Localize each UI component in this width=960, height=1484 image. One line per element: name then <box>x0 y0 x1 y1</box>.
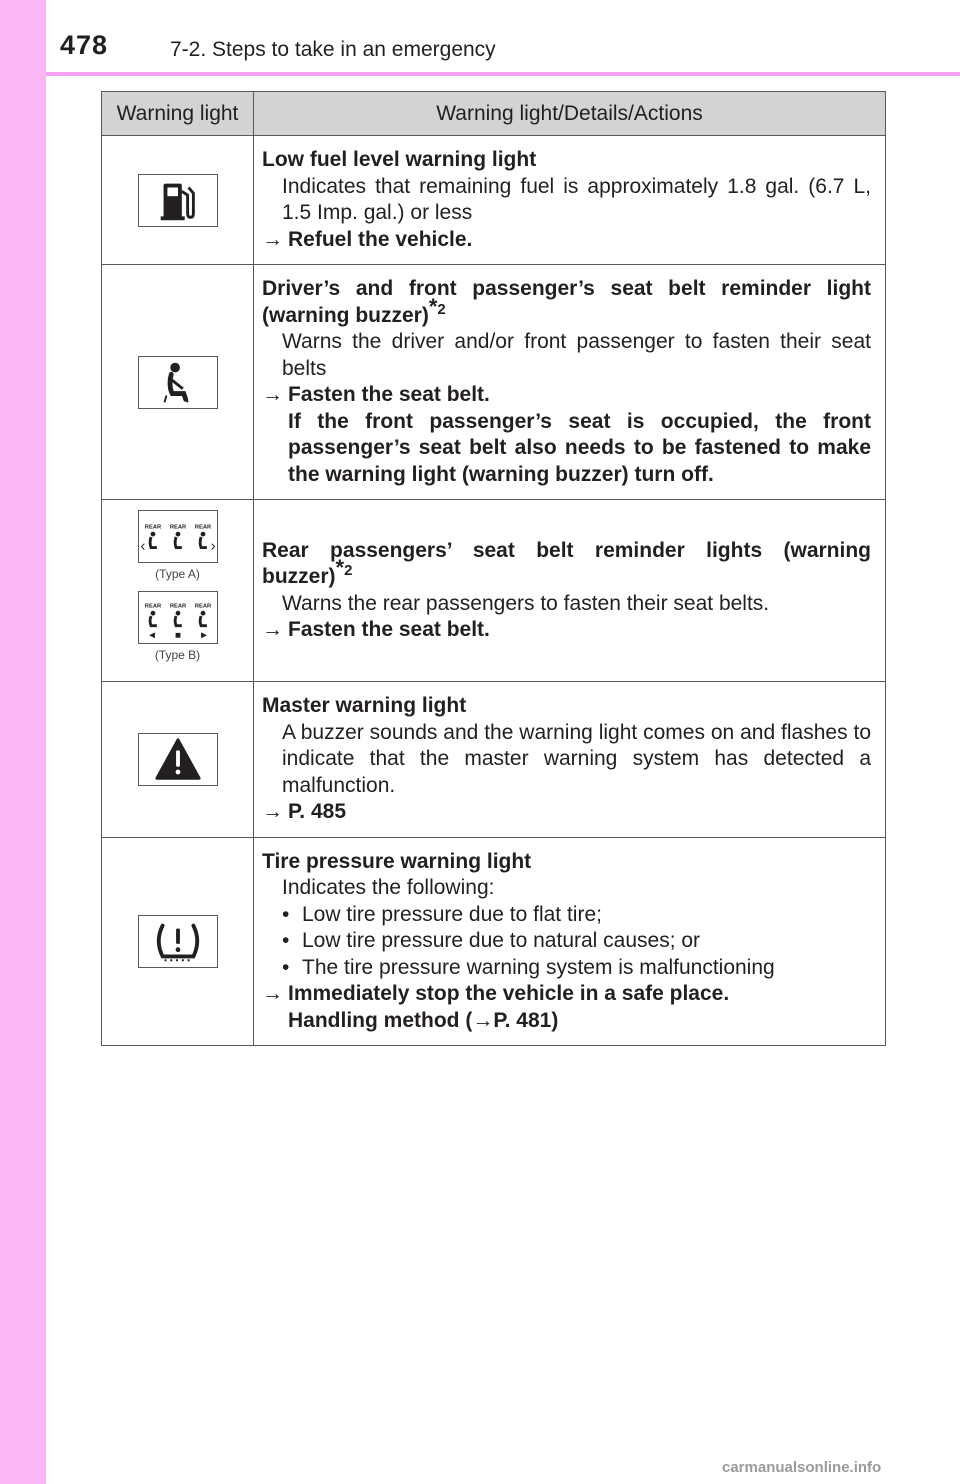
item-title: Tire pressure warning light <box>262 849 532 873</box>
page-reference[interactable]: P. 481) <box>493 1008 559 1032</box>
rear-label: REAR <box>144 602 161 609</box>
table-row <box>102 265 886 500</box>
tire-pressure-icon <box>138 915 218 968</box>
action-note-prefix: Handling method ( <box>288 1008 473 1032</box>
fuel-pump-icon <box>138 174 218 227</box>
warning-light-table <box>101 91 886 1046</box>
list-item <box>262 902 871 929</box>
arrow-icon: → <box>262 227 283 251</box>
item-title <box>262 276 871 329</box>
rear-seat-belt-icon <box>138 591 218 644</box>
details-cell <box>254 837 886 1046</box>
bullet-icon: • <box>282 955 290 979</box>
header-rule <box>46 72 960 76</box>
item-title-text: Driver’s and front passenger’s seat belt reminder light (warning buzzer) <box>262 277 871 327</box>
page-number: 478 <box>60 30 109 60</box>
seat-belt-icon <box>138 356 218 409</box>
icon-cell <box>102 136 254 265</box>
item-action <box>262 382 871 409</box>
side-color-strip <box>0 0 46 1484</box>
action-text: Refuel the vehicle. <box>288 227 473 251</box>
item-description: Indicates that remaining fuel is approximately 1.8 gal. (6.7 L, 1.5 Imp. gal.) or less <box>282 174 871 224</box>
footnote-number: 2 <box>437 300 446 318</box>
rear-label: REAR <box>194 602 211 609</box>
rear-label: REAR <box>194 523 211 530</box>
column-header-warning-light: Warning light <box>102 92 254 136</box>
item-description: Indicates the following: <box>282 876 495 899</box>
rear-label: REAR <box>169 523 186 530</box>
rear-label: REAR <box>169 602 186 609</box>
type-a-label: (Type A) <box>155 566 200 581</box>
arrow-icon: → <box>262 618 283 641</box>
list-item <box>262 928 871 955</box>
item-action <box>262 227 871 254</box>
rear-label: REAR <box>144 523 161 530</box>
rear-seat-belt-icon <box>138 510 218 563</box>
footnote-star: * <box>335 555 345 580</box>
table-row <box>102 136 886 265</box>
page-reference: P. 485 <box>288 800 347 823</box>
icon-variants <box>102 506 253 676</box>
action-note <box>262 1008 871 1035</box>
table-row <box>102 682 886 838</box>
item-description: Warns the driver and/or front passenger to fasten their seat belts <box>282 330 871 380</box>
action-text: Immediately stop the vehicle in a safe place. <box>288 982 730 1005</box>
list-item-text: Low tire pressure due to flat tire; <box>302 902 602 926</box>
item-title <box>262 538 871 591</box>
list-item <box>262 955 871 982</box>
type-b-label: (Type B) <box>154 647 201 662</box>
bullet-icon: • <box>282 902 290 926</box>
table-header-row <box>102 92 886 136</box>
footnote-marker <box>335 555 353 580</box>
list-item-text: Low tire pressure due to natural causes; or <box>302 929 701 952</box>
footnote-marker <box>428 293 446 319</box>
column-header-details: Warning light/Details/Actions <box>254 92 886 136</box>
icon-cell <box>102 265 254 500</box>
icon-cell <box>102 682 254 838</box>
details-cell <box>254 136 886 265</box>
details-cell <box>254 682 886 838</box>
item-title: Low fuel level warning light <box>262 148 537 171</box>
bullet-icon: • <box>282 929 290 952</box>
icon-cell <box>102 837 254 1046</box>
item-action <box>262 981 871 1008</box>
action-note: If the front passenger’s seat is occupied, the front passenger’s seat belt also needs to be fastened to make the warning light (warning buzzer) turn off. <box>288 409 871 486</box>
list-item-text: The tire pressure warning system is malfunctioning <box>302 955 775 979</box>
rear-seat-group <box>141 524 214 549</box>
footnote-number: 2 <box>344 562 353 579</box>
icon-cell <box>102 500 254 682</box>
item-description: A buzzer sounds and the warning light comes on and flashes to indicate that the master warning system has detected a malfunction. <box>282 720 871 797</box>
arrow-icon: → <box>472 1008 494 1032</box>
details-cell <box>254 265 886 500</box>
item-title-text: Rear passengers’ seat belt reminder lights (warning buzzer) <box>262 538 871 588</box>
watermark: carmanualsonline.info <box>722 1459 882 1476</box>
item-action <box>262 799 871 826</box>
master-warning-icon <box>138 733 218 786</box>
arrow-icon: → <box>262 800 283 823</box>
footnote-star: * <box>428 293 438 319</box>
item-action <box>262 617 871 644</box>
table-row <box>102 837 886 1046</box>
item-title: Master warning light <box>262 694 467 717</box>
action-text: Fasten the seat belt. <box>288 383 490 406</box>
arrow-icon: → <box>262 383 283 406</box>
details-cell <box>254 500 886 682</box>
table-row <box>102 500 886 682</box>
chapter-title: 7-2. Steps to take in an emergency <box>170 38 496 61</box>
action-text: Fasten the seat belt. <box>288 618 490 641</box>
arrow-icon: → <box>262 982 283 1005</box>
item-description: Warns the rear passengers to fasten their seat belts. <box>282 591 770 615</box>
